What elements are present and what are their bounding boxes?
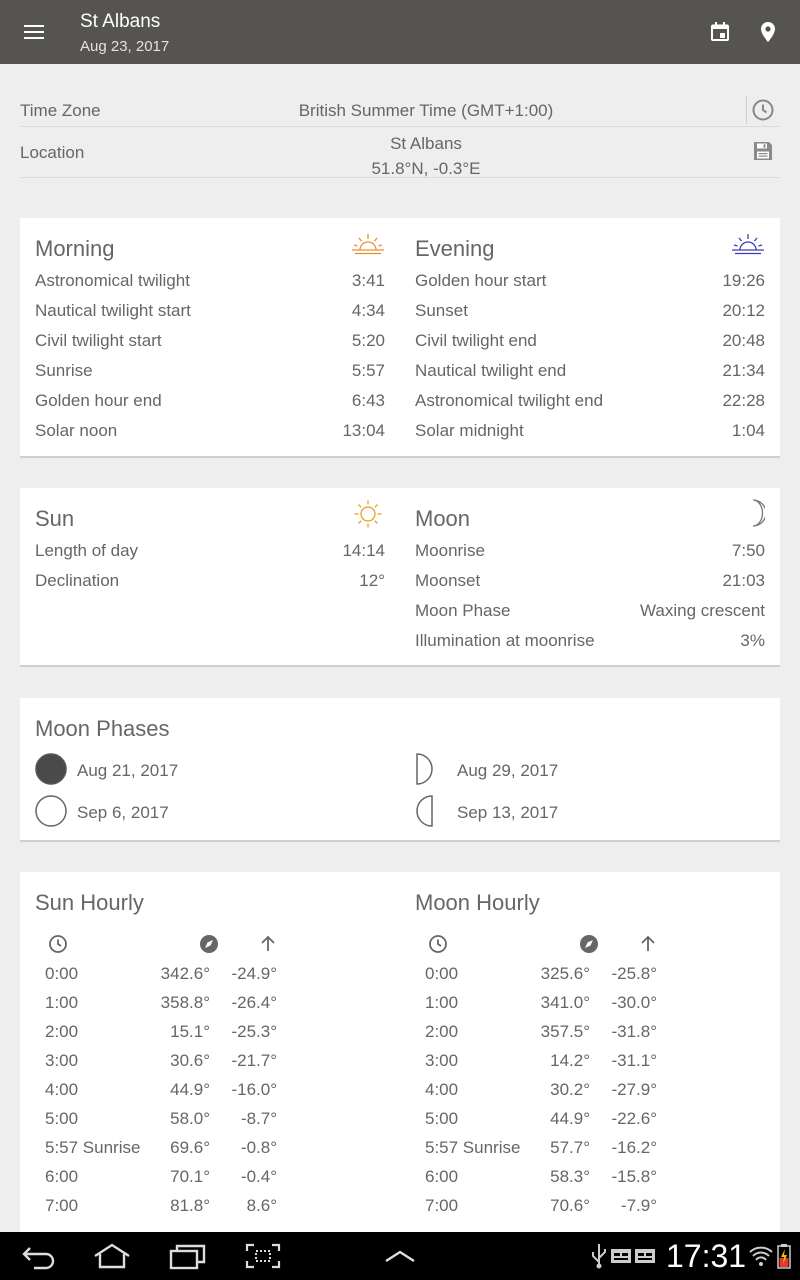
- list-item: [415, 387, 765, 417]
- status-clock: 17:31: [666, 1238, 747, 1274]
- sd-card-icon: [610, 1242, 632, 1270]
- sunset-icon: [731, 230, 765, 256]
- moon-title: Moon: [415, 506, 471, 531]
- list-item: [35, 417, 385, 447]
- list-item: [415, 327, 765, 357]
- row-label: Illumination at moonrise: [415, 631, 595, 650]
- crescent-moon-icon: [731, 498, 765, 528]
- azimuth-cell: 341.0°: [540, 993, 590, 1012]
- compass-icon: [579, 934, 599, 954]
- table-row: [425, 1136, 765, 1165]
- menu-icon[interactable]: [24, 22, 46, 42]
- hour-cell: 5:00: [425, 1109, 459, 1128]
- list-item: [415, 267, 765, 297]
- list-item: [415, 627, 765, 657]
- row-value: Waxing crescent: [639, 601, 765, 620]
- row-label: Sunrise: [35, 361, 93, 380]
- row-value: 20:48: [722, 331, 765, 350]
- list-item: [415, 417, 765, 447]
- new-moon-icon: [35, 753, 69, 787]
- hourly-card: [20, 872, 780, 1232]
- hour-cell: 3:00: [45, 1051, 79, 1070]
- recent-apps-icon[interactable]: [168, 1242, 208, 1270]
- last-quarter-moon-icon: [415, 795, 449, 829]
- table-row: [425, 1194, 765, 1223]
- table-row: [45, 1107, 385, 1136]
- table-row: [45, 1165, 385, 1194]
- table-row: [425, 962, 765, 991]
- list-item: [35, 267, 385, 297]
- hour-cell: 4:00: [425, 1080, 459, 1099]
- azimuth-cell: 69.6°: [170, 1138, 210, 1157]
- table-row: [45, 991, 385, 1020]
- location-pin-icon[interactable]: [756, 20, 780, 44]
- usb-icon: [590, 1242, 608, 1270]
- keyboard-icon: [634, 1242, 656, 1270]
- location-row[interactable]: [20, 127, 780, 178]
- azimuth-cell: 58.3°: [550, 1167, 590, 1186]
- list-item: [35, 357, 385, 387]
- elevation-cell: -21.7°: [231, 1051, 277, 1070]
- list-item: [415, 537, 765, 567]
- table-row: [45, 1194, 385, 1223]
- azimuth-cell: 57.7°: [550, 1138, 590, 1157]
- row-label: Civil twilight start: [35, 331, 162, 350]
- sun-hourly-title: Sun Hourly: [35, 890, 144, 915]
- row-label: Solar noon: [35, 421, 118, 440]
- row-value: 7:50: [731, 541, 765, 560]
- sun-hourly-section: [35, 872, 385, 1232]
- table-row: [425, 1020, 765, 1049]
- arrow-up-icon: [258, 934, 278, 954]
- elevation-cell: -0.8°: [240, 1138, 277, 1157]
- azimuth-cell: 44.9°: [550, 1109, 590, 1128]
- row-label: Golden hour start: [415, 271, 547, 290]
- hour-cell: 7:00: [425, 1196, 459, 1215]
- row-label: Nautical twilight start: [35, 301, 191, 320]
- elevation-cell: -16.0°: [231, 1080, 277, 1099]
- hour-cell: 3:00: [425, 1051, 459, 1070]
- sun-hourly-header: [45, 934, 385, 956]
- row-value: 21:34: [722, 361, 765, 380]
- elevation-cell: -31.1°: [611, 1051, 657, 1070]
- sun-icon: [351, 498, 385, 528]
- elevation-cell: -31.8°: [611, 1022, 657, 1041]
- sun-title: Sun: [35, 506, 75, 531]
- azimuth-cell: 342.6°: [160, 964, 210, 983]
- moon-hourly-title: Moon Hourly: [415, 890, 540, 915]
- hour-cell: 1:00: [425, 993, 459, 1012]
- azimuth-cell: 44.9°: [170, 1080, 210, 1099]
- elevation-cell: -15.8°: [611, 1167, 657, 1186]
- morning-title: Morning: [35, 236, 115, 261]
- arrow-up-icon: [638, 934, 658, 954]
- first-quarter-moon-icon: [415, 753, 449, 787]
- row-label: Moon Phase: [415, 601, 511, 620]
- azimuth-cell: 358.8°: [160, 993, 210, 1012]
- list-item: [415, 297, 765, 327]
- azimuth-cell: 357.5°: [540, 1022, 590, 1041]
- timezone-label: Time Zone: [20, 101, 101, 120]
- row-value: 20:12: [722, 301, 765, 320]
- hour-cell: 5:00: [45, 1109, 79, 1128]
- row-value: 5:57: [351, 361, 385, 380]
- hour-cell: 1:00: [45, 993, 79, 1012]
- row-label: Civil twilight end: [415, 331, 537, 350]
- hour-cell: 2:00: [425, 1022, 459, 1041]
- twilight-card: [20, 218, 780, 458]
- row-label: Astronomical twilight end: [415, 391, 604, 410]
- elevation-cell: -7.9°: [620, 1196, 657, 1215]
- elevation-cell: 8.6°: [246, 1196, 277, 1215]
- table-row: [45, 1020, 385, 1049]
- sunrise-icon: [351, 230, 385, 256]
- calendar-icon[interactable]: [708, 20, 732, 44]
- hour-cell: 6:00: [425, 1167, 459, 1186]
- page-title: St Albans: [80, 11, 161, 32]
- row-value: 21:03: [722, 571, 765, 590]
- back-icon[interactable]: [20, 1242, 58, 1270]
- elevation-cell: -8.7°: [240, 1109, 277, 1128]
- table-row: [425, 1049, 765, 1078]
- elevation-cell: -16.2°: [611, 1138, 657, 1157]
- elevation-cell: -25.3°: [231, 1022, 277, 1041]
- table-row: [45, 1136, 385, 1165]
- phase-date: Aug 21, 2017: [77, 761, 179, 780]
- divider: [746, 96, 747, 124]
- elevation-cell: -26.4°: [231, 993, 277, 1012]
- compass-icon: [199, 934, 219, 954]
- azimuth-cell: 70.6°: [550, 1196, 590, 1215]
- clock-icon[interactable]: [751, 98, 775, 122]
- list-item: [35, 297, 385, 327]
- row-label: Golden hour end: [35, 391, 162, 410]
- row-label: Astronomical twilight: [35, 271, 190, 290]
- elevation-cell: -30.0°: [611, 993, 657, 1012]
- azimuth-cell: 58.0°: [170, 1109, 210, 1128]
- wifi-icon: [748, 1242, 774, 1270]
- azimuth-cell: 15.1°: [170, 1022, 210, 1041]
- row-value: 1:04: [731, 421, 765, 440]
- table-row: [45, 962, 385, 991]
- location-value: [180, 131, 672, 181]
- hour-cell: 4:00: [45, 1080, 79, 1099]
- hour-cell: 0:00: [45, 964, 79, 983]
- row-value: 6:43: [351, 391, 385, 410]
- row-value: 22:28: [722, 391, 765, 410]
- save-icon[interactable]: [751, 139, 775, 163]
- row-label: Moonrise: [415, 541, 485, 560]
- page-date[interactable]: Aug 23, 2017: [80, 38, 170, 55]
- list-item: [35, 567, 385, 597]
- phase-date: Sep 6, 2017: [77, 803, 169, 822]
- row-label: Length of day: [35, 541, 139, 560]
- evening-title: Evening: [415, 236, 495, 261]
- azimuth-cell: 14.2°: [550, 1051, 590, 1070]
- hour-cell: 6:00: [45, 1167, 79, 1186]
- table-row: [425, 1165, 765, 1194]
- list-item: [35, 537, 385, 567]
- system-nav-bar: [0, 1232, 800, 1280]
- azimuth-cell: 325.6°: [540, 964, 590, 983]
- row-value: 5:20: [351, 331, 385, 350]
- list-item: [415, 597, 765, 627]
- battery-icon: [776, 1242, 792, 1270]
- hour-cell: 7:00: [45, 1196, 79, 1215]
- azimuth-cell: 81.8°: [170, 1196, 210, 1215]
- elevation-cell: -0.4°: [240, 1167, 277, 1186]
- full-moon-icon: [35, 795, 69, 829]
- location-name: St Albans: [390, 134, 462, 153]
- sun-moon-card: [20, 488, 780, 667]
- moon-phases-title: Moon Phases: [35, 716, 170, 741]
- table-row: [425, 1107, 765, 1136]
- row-label: Sunset: [415, 301, 468, 320]
- location-coords: 51.8°N, -0.3°E: [371, 159, 481, 178]
- list-item: [415, 357, 765, 387]
- list-item: [415, 567, 765, 597]
- elevation-cell: -25.8°: [611, 964, 657, 983]
- phase-date: Aug 29, 2017: [457, 761, 559, 780]
- row-value: 14:14: [342, 541, 385, 560]
- azimuth-cell: 30.6°: [170, 1051, 210, 1070]
- list-item: [35, 387, 385, 417]
- location-label: Location: [20, 143, 85, 162]
- hour-cell: 2:00: [45, 1022, 79, 1041]
- row-label: Nautical twilight end: [415, 361, 567, 380]
- table-row: [45, 1078, 385, 1107]
- elevation-cell: -27.9°: [611, 1080, 657, 1099]
- table-row: [425, 991, 765, 1020]
- hour-cell: 0:00: [425, 964, 459, 983]
- app-bar: [0, 0, 800, 64]
- row-value: 19:26: [722, 271, 765, 290]
- screenshot-icon[interactable]: [244, 1242, 282, 1270]
- phase-date: Sep 13, 2017: [457, 803, 559, 822]
- table-row: [425, 1078, 765, 1107]
- hour-cell: 5:57 Sunrise: [45, 1138, 141, 1157]
- moon-hourly-section: [415, 872, 765, 1232]
- hour-cell: 5:57 Sunrise: [425, 1138, 521, 1157]
- row-label: Solar midnight: [415, 421, 524, 440]
- table-row: [45, 1049, 385, 1078]
- home-icon[interactable]: [92, 1242, 132, 1270]
- row-value: 13:04: [342, 421, 385, 440]
- azimuth-cell: 30.2°: [550, 1080, 590, 1099]
- elevation-cell: -24.9°: [231, 964, 277, 983]
- row-value: 4:34: [351, 301, 385, 320]
- elevation-cell: -22.6°: [611, 1109, 657, 1128]
- moon-hourly-header: [425, 934, 765, 956]
- azimuth-cell: 70.1°: [170, 1167, 210, 1186]
- row-label: Declination: [35, 571, 120, 590]
- chevron-up-icon[interactable]: [382, 1242, 418, 1270]
- row-value: 12°: [359, 571, 385, 590]
- moon-phases-card: [20, 698, 780, 842]
- row-value: 3:41: [351, 271, 385, 290]
- row-label: Moonset: [415, 571, 481, 590]
- clock-icon: [48, 934, 68, 954]
- list-item: [35, 327, 385, 357]
- timezone-row[interactable]: [20, 92, 780, 127]
- clock-icon: [428, 934, 448, 954]
- row-value: 3%: [740, 631, 765, 650]
- timezone-value: British Summer Time (GMT+1:00): [298, 101, 554, 120]
